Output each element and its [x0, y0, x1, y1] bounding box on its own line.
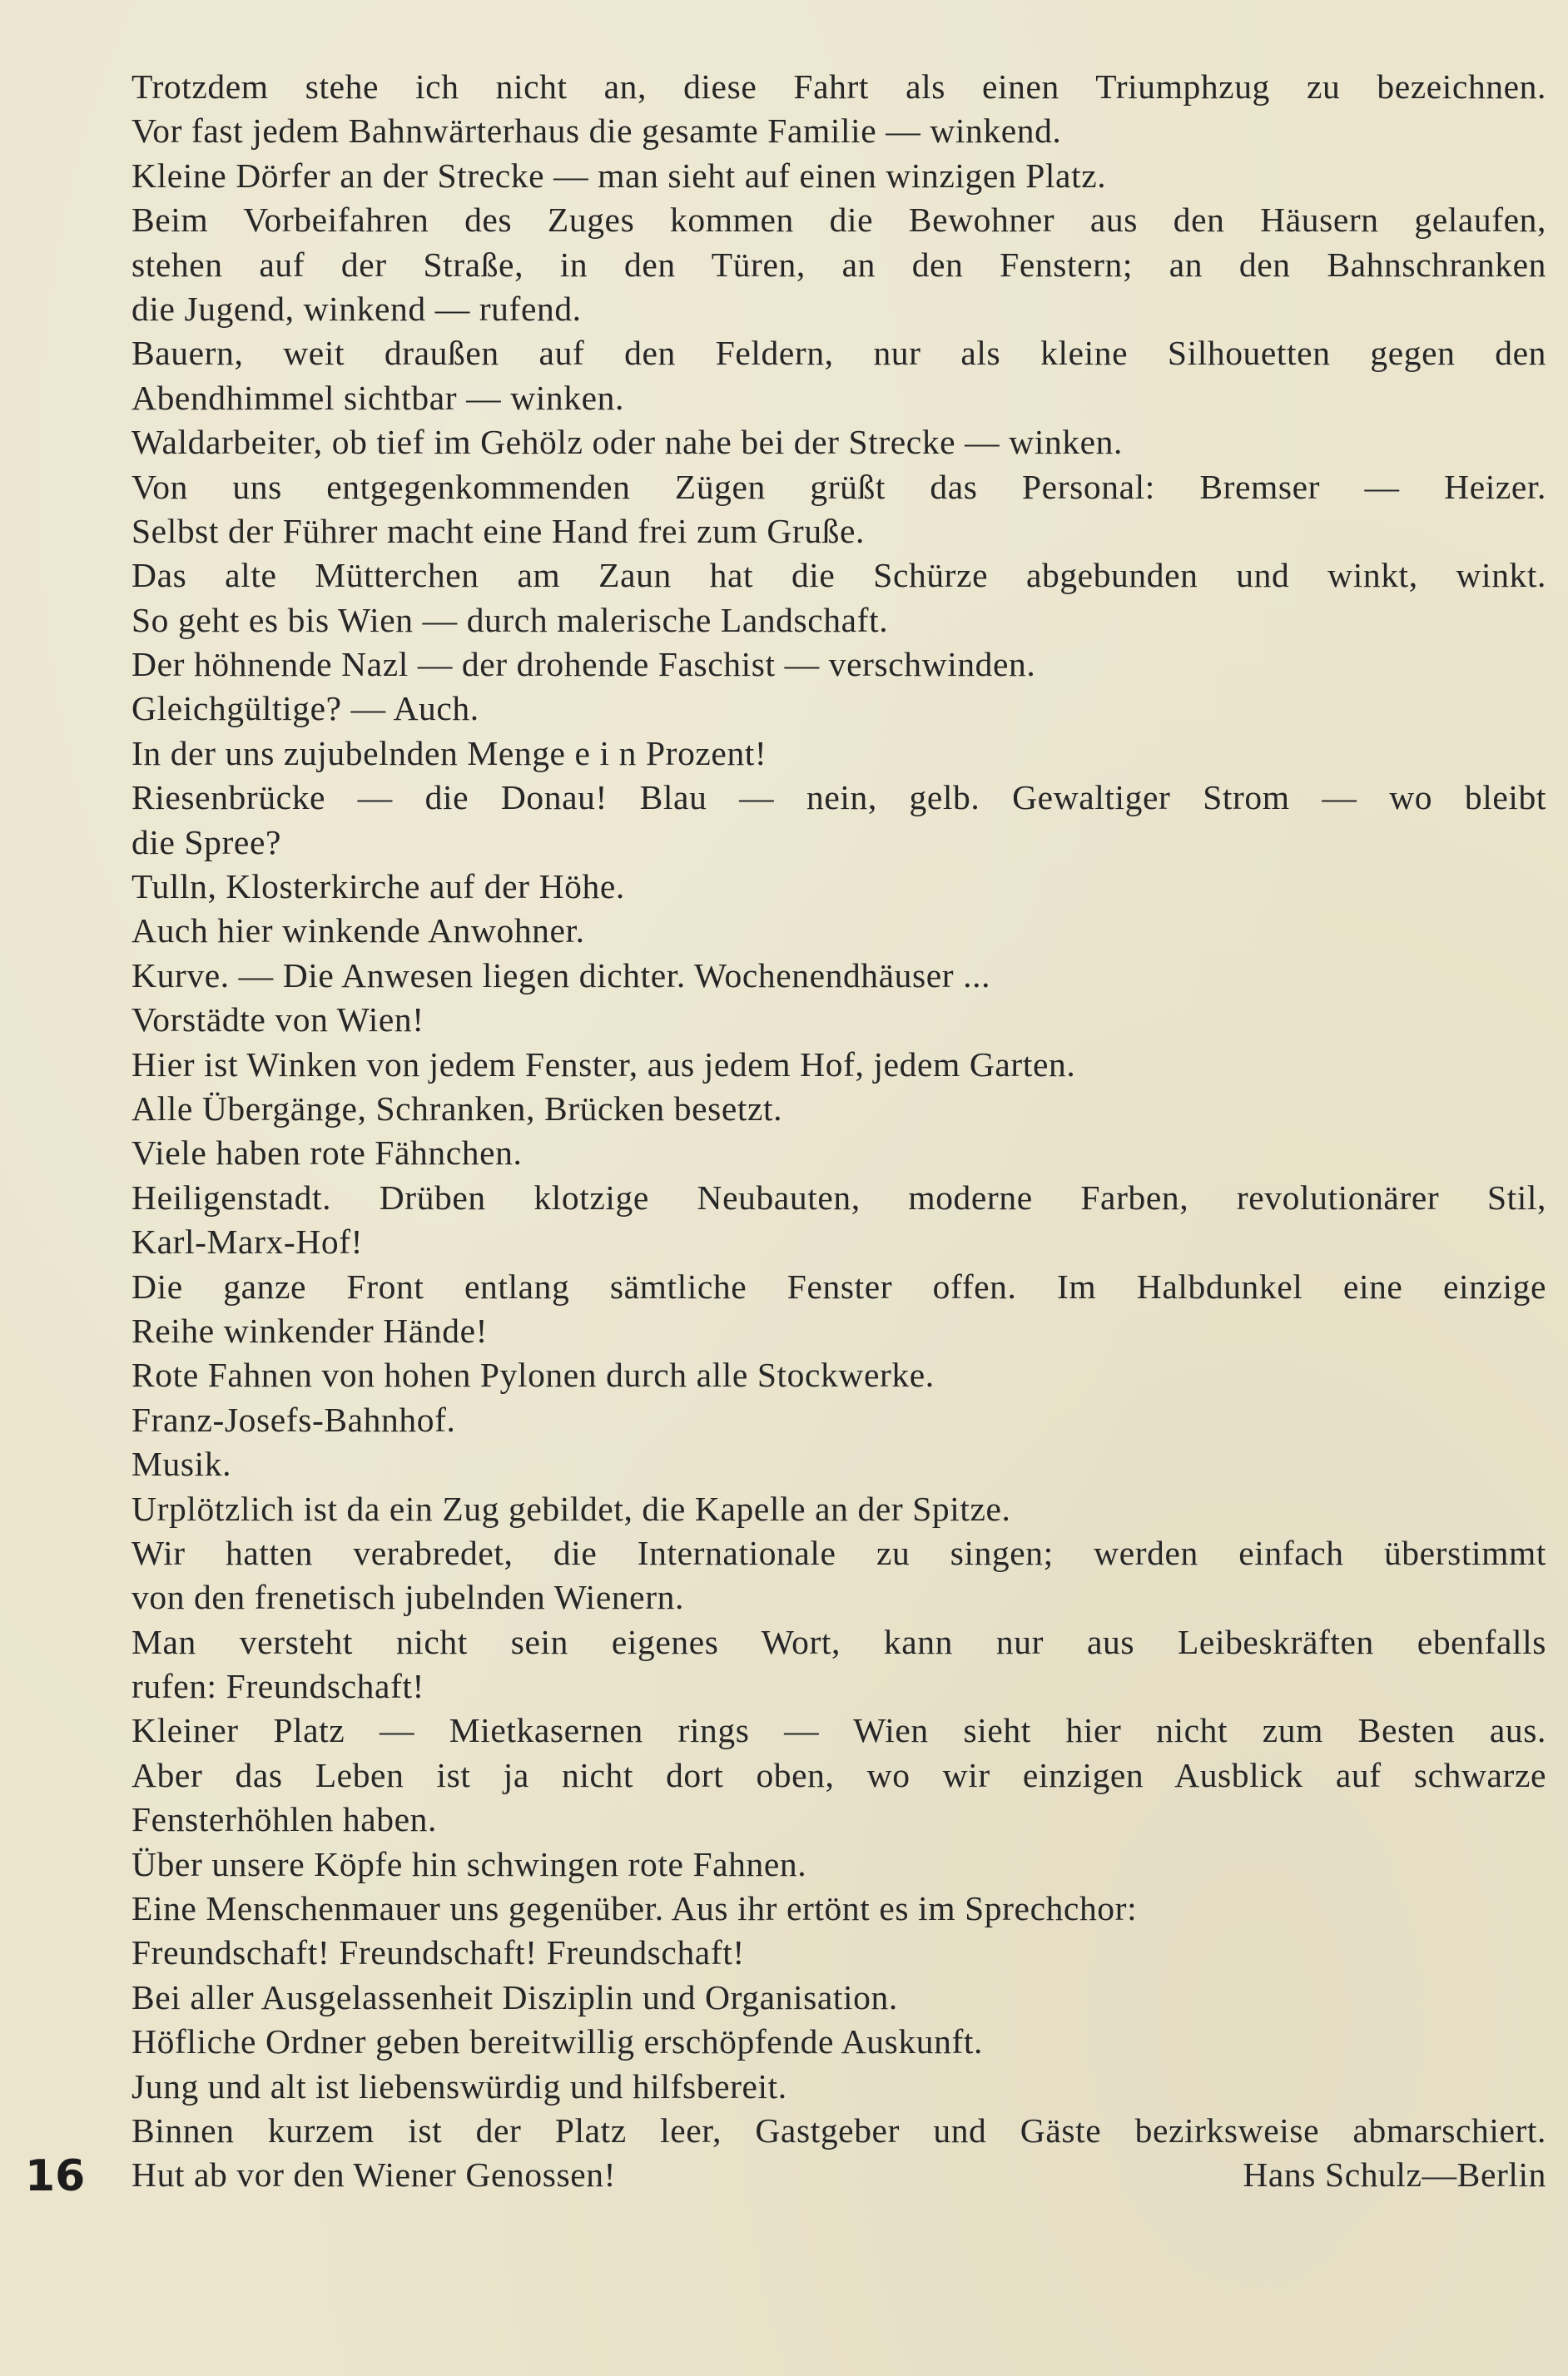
text-line: Bauern, weit draußen auf den Feldern, nur als kleine Silhouetten gegen den	[131, 334, 1546, 373]
text-line: Kleiner Platz — Mietkasernen rings — Wien sieht hier nicht zum Besten aus.	[131, 1711, 1546, 1750]
text-line: Waldarbeiter, ob tief im Gehölz oder nahe bei der Strecke — winken.	[131, 423, 1123, 462]
text-line: Kleine Dörfer an der Strecke — man sieht auf einen winzigen Platz.	[131, 156, 1107, 195]
text-line: Urplötzlich ist da ein Zug gebildet, die Kapelle an der Spitze.	[131, 1489, 1011, 1528]
text-line: Höfliche Ordner geben bereitwillig erschöpfende Auskunft.	[131, 2022, 983, 2061]
text-line: So geht es bis Wien — durch malerische Landschaft.	[131, 600, 889, 639]
text-line: Kurve. — Die Anwesen liegen dichter. Wochenendhäuser ...	[131, 955, 991, 995]
text-line: Rote Fahnen von hohen Pylonen durch alle Stockwerke.	[131, 1356, 935, 1395]
text-line: Vorstädte von Wien!	[131, 1000, 424, 1039]
text-line: Alle Übergänge, Schranken, Brücken besetzt.	[131, 1089, 783, 1128]
page-number: 16	[25, 2151, 86, 2201]
text-line: die Jugend, winkend — rufend.	[131, 289, 582, 328]
closing-line	[131, 2153, 1546, 2197]
text-line: Vor fast jedem Bahnwärterhaus die gesamte Familie — winkend.	[131, 112, 1062, 151]
text-line: Der höhnende Nazl — der drohende Faschist — verschwinden.	[131, 645, 1036, 684]
text-line: Hier ist Winken von jedem Fenster, aus jedem Hof, jedem Garten.	[131, 1044, 1076, 1084]
text-line: Auch hier winkende Anwohner.	[131, 911, 585, 950]
text-line: Beim Vorbeifahren des Zuges kommen die Bewohner aus den Häusern gelaufen,	[131, 201, 1546, 240]
text-line: Aber das Leben ist ja nicht dort oben, wo wir einzigen Ausblick auf schwarze	[131, 1755, 1546, 1794]
text-line: rufen: Freundschaft!	[131, 1667, 424, 1706]
text-line: Trotzdem stehe ich nicht an, diese Fahrt als einen Triumphzug zu bezeichnen.	[131, 67, 1546, 106]
text-line: Bei aller Ausgelassenheit Disziplin und Organisation.	[131, 1977, 898, 2016]
text-line: Reihe winkender Hände!	[131, 1311, 489, 1350]
text-line: Über unsere Köpfe hin schwingen rote Fahnen.	[131, 1844, 807, 1883]
text-line: die Spree?	[131, 822, 281, 861]
text-line: Abendhimmel sichtbar — winken.	[131, 378, 624, 417]
text-line: Freundschaft! Freundschaft! Freundschaft!	[131, 1933, 745, 1972]
text-line: von den frenetisch jubelnden Wienern.	[131, 1578, 684, 1617]
text-line: Selbst der Führer macht eine Hand frei zum Gruße.	[131, 511, 866, 550]
text-line: Musik.	[131, 1445, 232, 1484]
text-line: In der uns zujubelnden Menge e i n Prozent!	[131, 733, 767, 772]
text-line: Die ganze Front entlang sämtliche Fenster offen. Im Halbdunkel eine einzige	[131, 1267, 1546, 1306]
text-line: Jung und alt ist liebenswürdig und hilfsbereit.	[131, 2066, 787, 2106]
text-line: Viele haben rote Fähnchen.	[131, 1133, 523, 1173]
text-line: Wir hatten verabredet, die Internationale zu singen; werden einfach überstimmt	[131, 1533, 1546, 1572]
text-line: Franz-Josefs-Bahnhof.	[131, 1400, 456, 1439]
text-body	[131, 65, 1546, 2198]
author-signature: Hans Schulz—Berlin	[1243, 2155, 1546, 2195]
text-line: Binnen kurzem ist der Platz leer, Gastgeber und Gäste bezirksweise abmarschiert.	[131, 2111, 1546, 2150]
text-line: Man versteht nicht sein eigenes Wort, kann nur aus Leibeskräften ebenfalls	[131, 1622, 1546, 1661]
closing-sentence: Hut ab vor den Wiener Genossen!	[131, 2155, 617, 2195]
text-line: Heiligenstadt. Drüben klotzige Neubauten, moderne Farben, revolutionärer Stil,	[131, 1178, 1546, 1217]
text-line: Fensterhöhlen haben.	[131, 1800, 437, 1839]
text-line: stehen auf der Straße, in den Türen, an den Fenstern; an den Bahnschranken	[131, 245, 1546, 284]
text-line: Riesenbrücke — die Donau! Blau — nein, gelb. Gewaltiger Strom — wo bleibt	[131, 778, 1546, 817]
text-line: Tulln, Klosterkirche auf der Höhe.	[131, 867, 625, 906]
text-line: Eine Menschenmauer uns gegenüber. Aus ihr ertönt es im Sprechchor:	[131, 1889, 1138, 1928]
text-line: Das alte Mütterchen am Zaun hat die Schürze abgebunden und winkt, winkt.	[131, 556, 1546, 595]
text-line: Karl-Marx-Hof!	[131, 1223, 364, 1262]
text-line: Von uns entgegenkommenden Zügen grüßt das Personal: Bremser — Heizer.	[131, 467, 1546, 506]
text-line: Gleichgültige? — Auch.	[131, 689, 479, 728]
